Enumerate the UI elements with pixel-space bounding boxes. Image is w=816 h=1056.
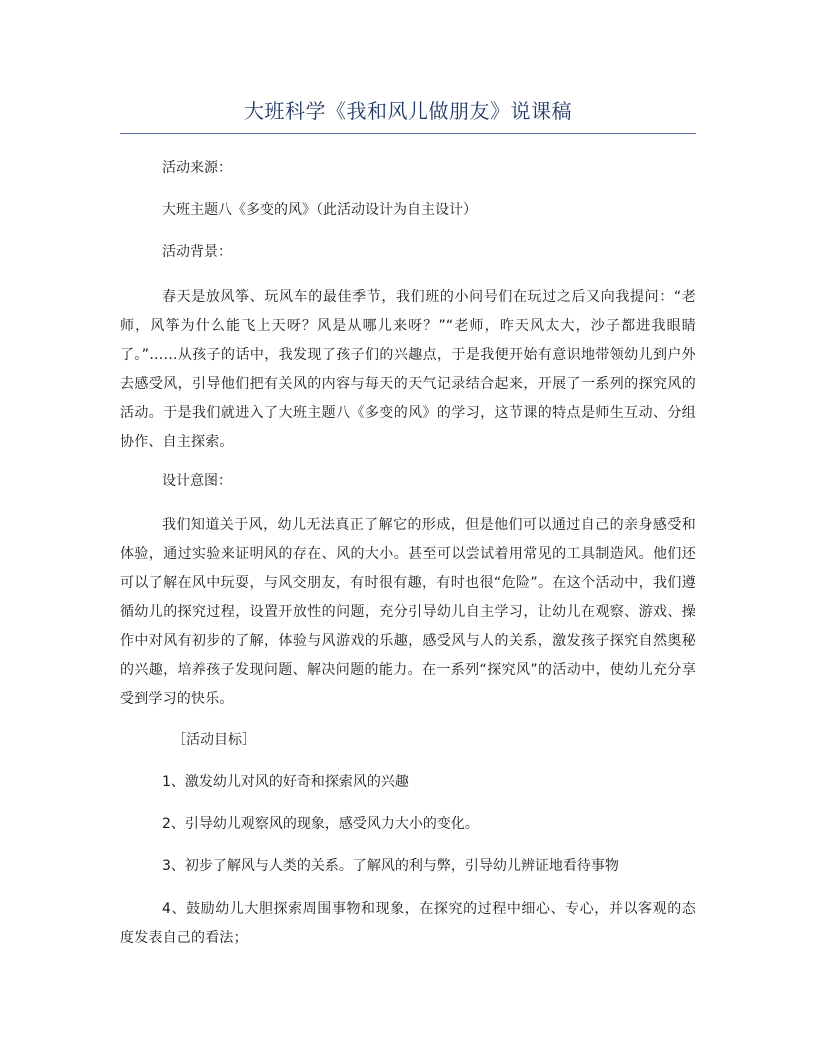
- goal-item-4-block: [120, 895, 696, 953]
- background-heading: 活动背景：: [162, 244, 232, 260]
- background-text: 春天是放风筝、玩风车的最佳季节，我们班的小问号们在玩过之后又向我提问：“老师，风筝为什么能飞上天呀？风是从哪儿来呀？”“老师，昨天风太大，沙子都进我眼睛了。”……从孩子的话中，我发现了孩子们的兴趣点，于是我便开始有意识地带领幼儿到户外去感受风，引导他们把有关风的内容与每天的天气记录结合起来，开展了一系列的探究风的活动。于是我们就进入了大班主题八《多变的风》的学习，这节课的特点是师生互动、分组协作、自主探索。: [120, 289, 696, 450]
- goal-item-1: 1、激发幼儿对风的好奇和探索风的兴趣: [162, 774, 409, 790]
- source-heading: 活动来源：: [162, 160, 232, 176]
- design-paragraph: [120, 511, 696, 714]
- source-text: 大班主题八《多变的风》（此活动设计为自主设计）: [162, 202, 477, 218]
- title-underline: [120, 133, 696, 134]
- design-heading: 设计意图：: [162, 473, 232, 489]
- document-title: 大班科学《我和风儿做朋友》说课稿: [244, 99, 572, 123]
- design-text: 我们知道关于风，幼儿无法真正了解它的形成，但是他们可以通过自己的亲身感受和体验，通过实验来证明风的存在、风的大小。甚至可以尝试着用常见的工具制造风。他们还可以了解在风中玩耍，与风交朋友，有时很有趣，有时也很“危险”。在这个活动中，我们遵循幼儿的探究过程，设置开放性的问题，充分引导幼儿自主学习，让幼儿在观察、游戏、操作中对风有初步的了解，体验与风游戏的乐趣，感受风与人的关系，激发孩子探究自然奥秘的兴趣，培养孩子发现问题、解决问题的能力。在一系列“探究风”的活动中，使幼儿充分享受到学习的快乐。: [120, 517, 696, 707]
- goals-heading: ［活动目标］: [172, 732, 256, 748]
- goal-item-2: 2、引导幼儿观察风的现象，感受风力大小的变化。: [162, 816, 479, 832]
- goal-item-3: 3、初步了解风与人类的关系。了解风的利与弊，引导幼儿辨证地看待事物: [162, 858, 619, 874]
- goal-item-4: 4、鼓励幼儿大胆探索周围事物和现象，在探究的过程中细心、专心，并以客观的态度发表自己的看法；: [120, 901, 696, 946]
- background-paragraph: [120, 283, 696, 457]
